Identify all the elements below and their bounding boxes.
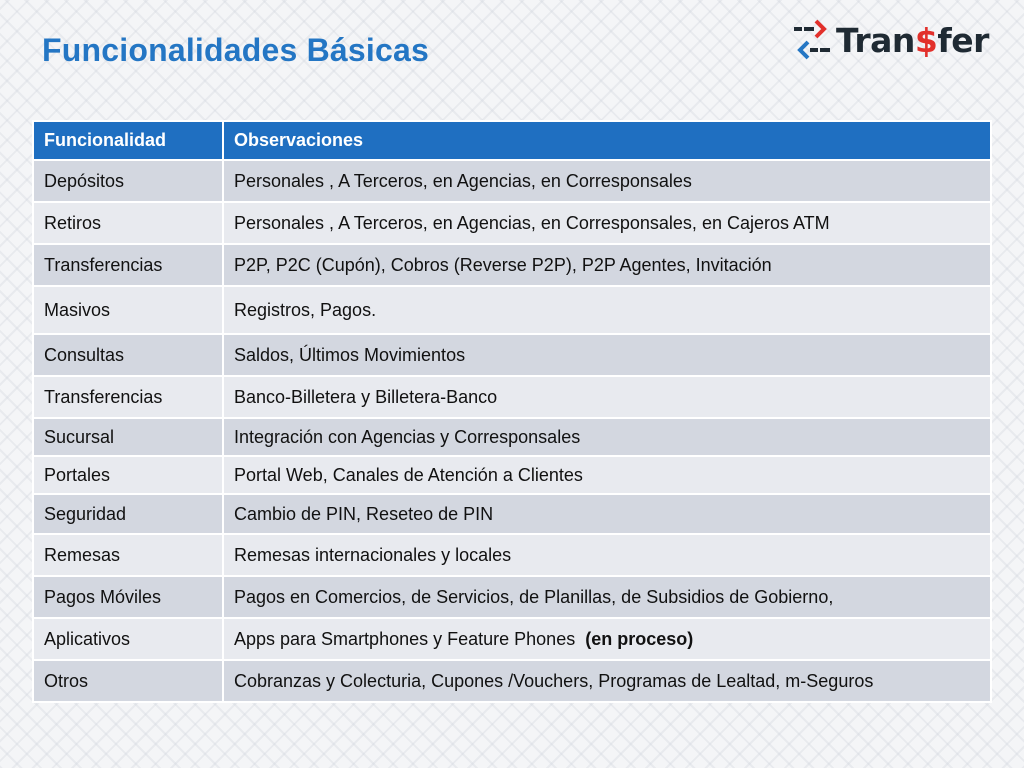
row-name: Otros	[33, 660, 223, 702]
slide-title: Funcionalidades Básicas	[42, 32, 429, 68]
table-row	[33, 334, 991, 376]
table-row	[33, 244, 991, 286]
table-row	[33, 160, 991, 202]
row-name: Retiros	[33, 202, 223, 244]
row-name: Pagos Móviles	[33, 576, 223, 618]
table-row	[33, 494, 991, 534]
table-row	[33, 202, 991, 244]
row-name: Consultas	[33, 334, 223, 376]
table-header-row	[33, 121, 991, 160]
row-desc: Remesas internacionales y locales	[223, 534, 991, 576]
row-desc: Apps para Smartphones y Feature Phones (en proceso)	[223, 618, 991, 660]
row-name: Depósitos	[33, 160, 223, 202]
in-progress-note: (en proceso)	[585, 628, 694, 649]
table-row	[33, 534, 991, 576]
row-desc: Portal Web, Canales de Atención a Clientes	[223, 456, 991, 494]
row-desc: Personales , A Terceros, en Agencias, en Corresponsales	[223, 160, 991, 202]
row-name: Transferencias	[33, 244, 223, 286]
row-desc: Registros, Pagos.	[223, 286, 991, 334]
row-name: Sucursal	[33, 418, 223, 456]
row-name: Transferencias	[33, 376, 223, 418]
header-funcionalidad: Funcionalidad	[33, 121, 223, 160]
row-name: Portales	[33, 456, 223, 494]
row-desc: Cobranzas y Colecturia, Cupones /Vouchers, Programas de Lealtad, m-Seguros	[223, 660, 991, 702]
functionalities-table	[32, 120, 992, 703]
row-name: Seguridad	[33, 494, 223, 534]
row-desc: Integración con Agencias y Corresponsales	[223, 418, 991, 456]
table-row	[33, 660, 991, 702]
table-row	[33, 286, 991, 334]
row-desc: Saldos, Últimos Movimientos	[223, 334, 991, 376]
row-name: Remesas	[33, 534, 223, 576]
row-desc: Cambio de PIN, Reseteo de PIN	[223, 494, 991, 534]
row-desc: Personales , A Terceros, en Agencias, en Corresponsales, en Cajeros ATM	[223, 202, 991, 244]
row-desc: P2P, P2C (Cupón), Cobros (Reverse P2P), P2P Agentes, Invitación	[223, 244, 991, 286]
exchange-arrows-icon	[792, 18, 832, 62]
table-row	[33, 456, 991, 494]
transfer-logo	[792, 14, 1012, 66]
row-desc: Banco-Billetera y Billetera-Banco	[223, 376, 991, 418]
logo-text: Tran$fer	[836, 20, 989, 60]
table-row	[33, 576, 991, 618]
header-observaciones: Observaciones	[223, 121, 991, 160]
row-desc: Pagos en Comercios, de Servicios, de Planillas, de Subsidios de Gobierno,	[223, 576, 991, 618]
table-row	[33, 418, 991, 456]
table-row	[33, 618, 991, 660]
row-name: Aplicativos	[33, 618, 223, 660]
row-name: Masivos	[33, 286, 223, 334]
table-row	[33, 376, 991, 418]
